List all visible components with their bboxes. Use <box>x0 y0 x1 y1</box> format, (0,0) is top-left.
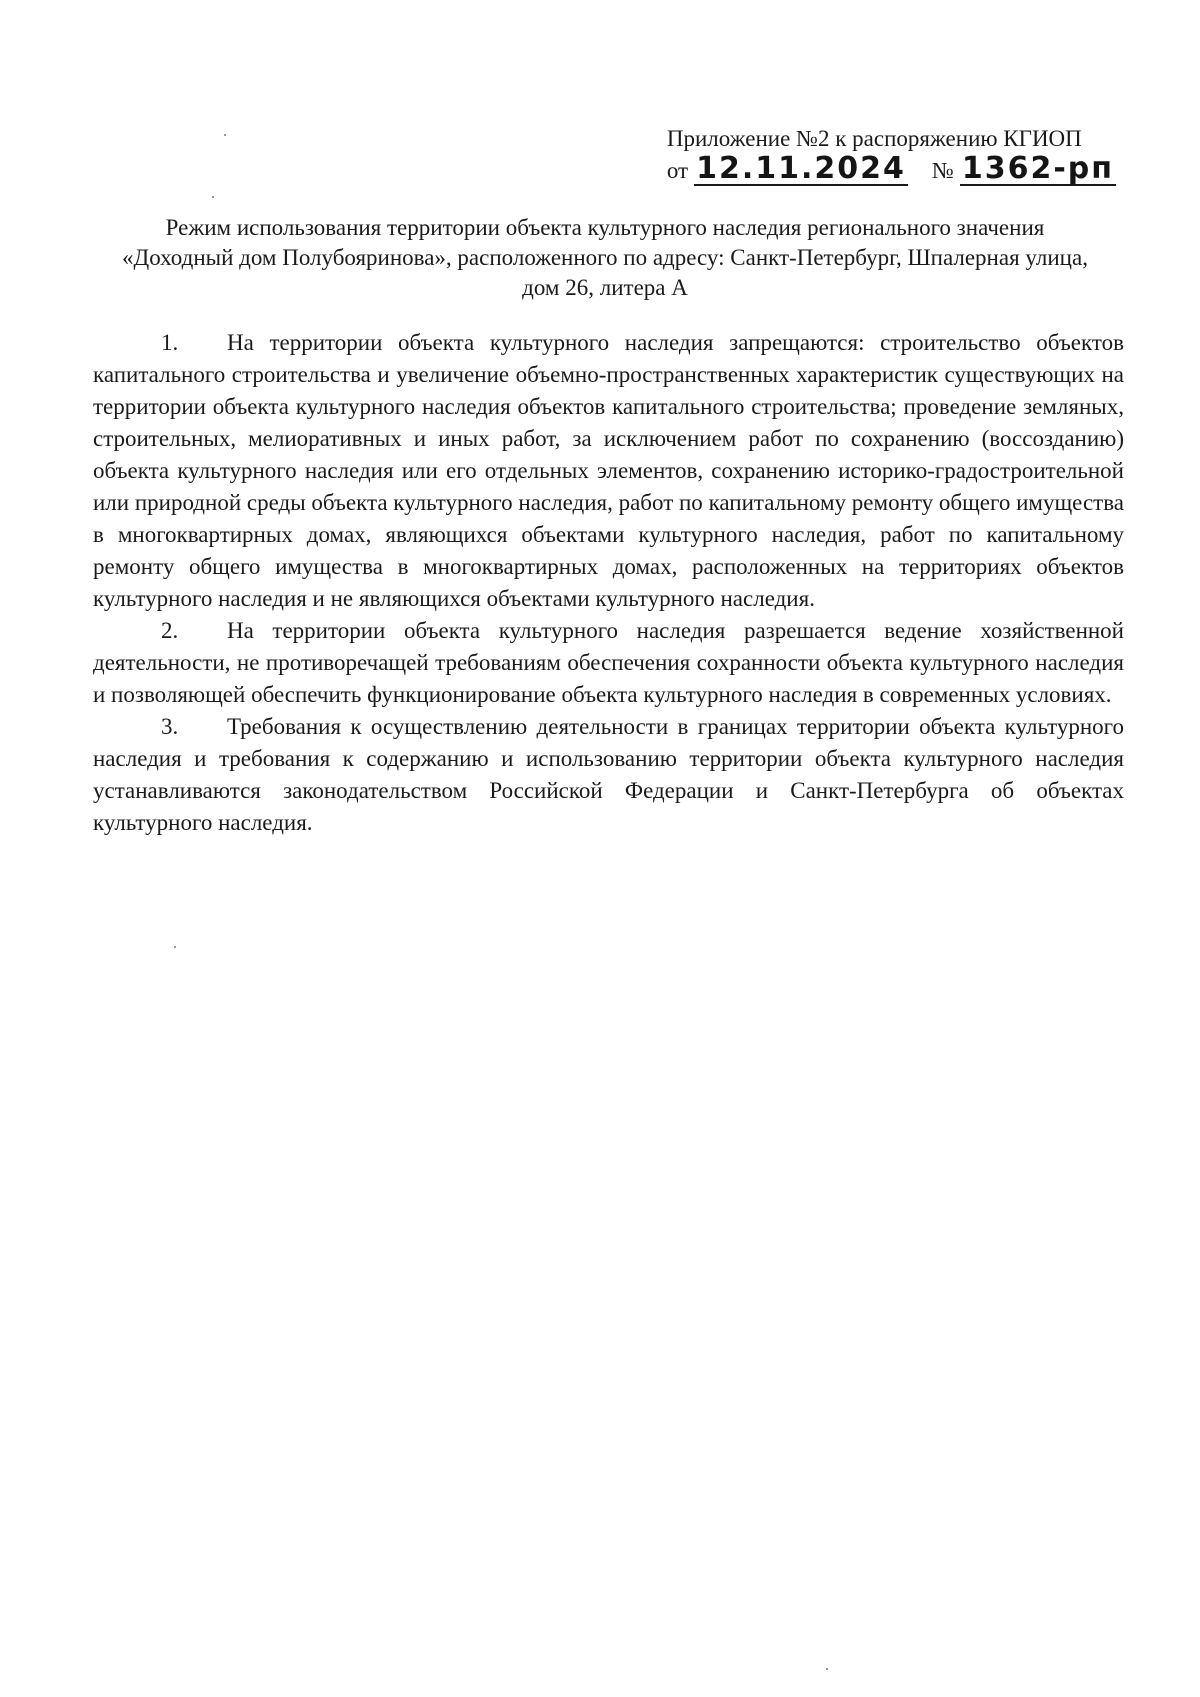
paragraph-number: 1. <box>161 330 179 355</box>
paragraph-text: На территории объекта культурного наследия разрешается ведение хозяйственной деятельности, не противоречащей требованиям обеспечения сохранности объекта культурного наследия и позволяющей обеспечить функционирование объекта культурного наследия в современных условиях. <box>93 618 1124 707</box>
scan-speck <box>826 1668 828 1670</box>
document-title <box>90 213 1120 303</box>
paragraph-2 <box>93 615 1124 711</box>
scan-speck <box>212 196 214 198</box>
paragraph-3 <box>93 711 1124 839</box>
paragraph-number: 3. <box>161 714 179 739</box>
appendix-line: Приложение №2 к распоряжению КГИОП <box>666 126 1082 151</box>
paragraph-text: Требования к осуществлению деятельности в границах территории объекта культурного наследия и требования к содержанию и использованию территории объекта культурного наследия устанавливаются законодательством Российской Федерации и Санкт-Петербурга об объектах культурного наследия. <box>93 714 1124 835</box>
from-label: от <box>666 158 689 183</box>
handwritten-date: 12.11.2024 <box>696 151 906 186</box>
paragraph-text: На территории объекта культурного наследия запрещаются: строительство объектов капитального строительства и увеличение объемно-пространственных характеристик существующих на территории объекта культурного наследия объектов капитального строительства; проведение земляных, строительных, мелиоративных и иных работ, за исключением работ по сохранению (воссозданию) объекта культурного наследия или его отдельных элементов, сохранению историко-градостроительной или природной среды объекта культурного наследия, работ по капитальному ремонту общего имущества в многоквартирных домах, являющихся объектами культурного наследия, работ по капитальному ремонту общего имущества в многоквартирных домах, расположенных на территориях объектов культурного наследия и не являющихся объектами культурного наследия. <box>93 330 1124 611</box>
appendix-header <box>667 124 1116 186</box>
handwritten-number: 1362-рп <box>961 151 1114 186</box>
paragraph-number: 2. <box>161 618 179 643</box>
appendix-date-number-line <box>666 151 1116 186</box>
title-line-1: Режим использования территории объекта культурного наследия регионального значения <box>165 215 1045 240</box>
paragraph-1 <box>93 327 1124 615</box>
title-line-2: «Доходный дом Полубояринова», расположенного по адресу: Санкт-Петербург, Шпалерная улица, <box>122 245 1088 270</box>
title-line-3: дом 26, литера А <box>522 275 688 300</box>
document-body <box>93 327 1124 839</box>
scan-speck <box>174 946 176 948</box>
number-label: № <box>931 158 954 183</box>
scan-speck <box>224 134 226 136</box>
